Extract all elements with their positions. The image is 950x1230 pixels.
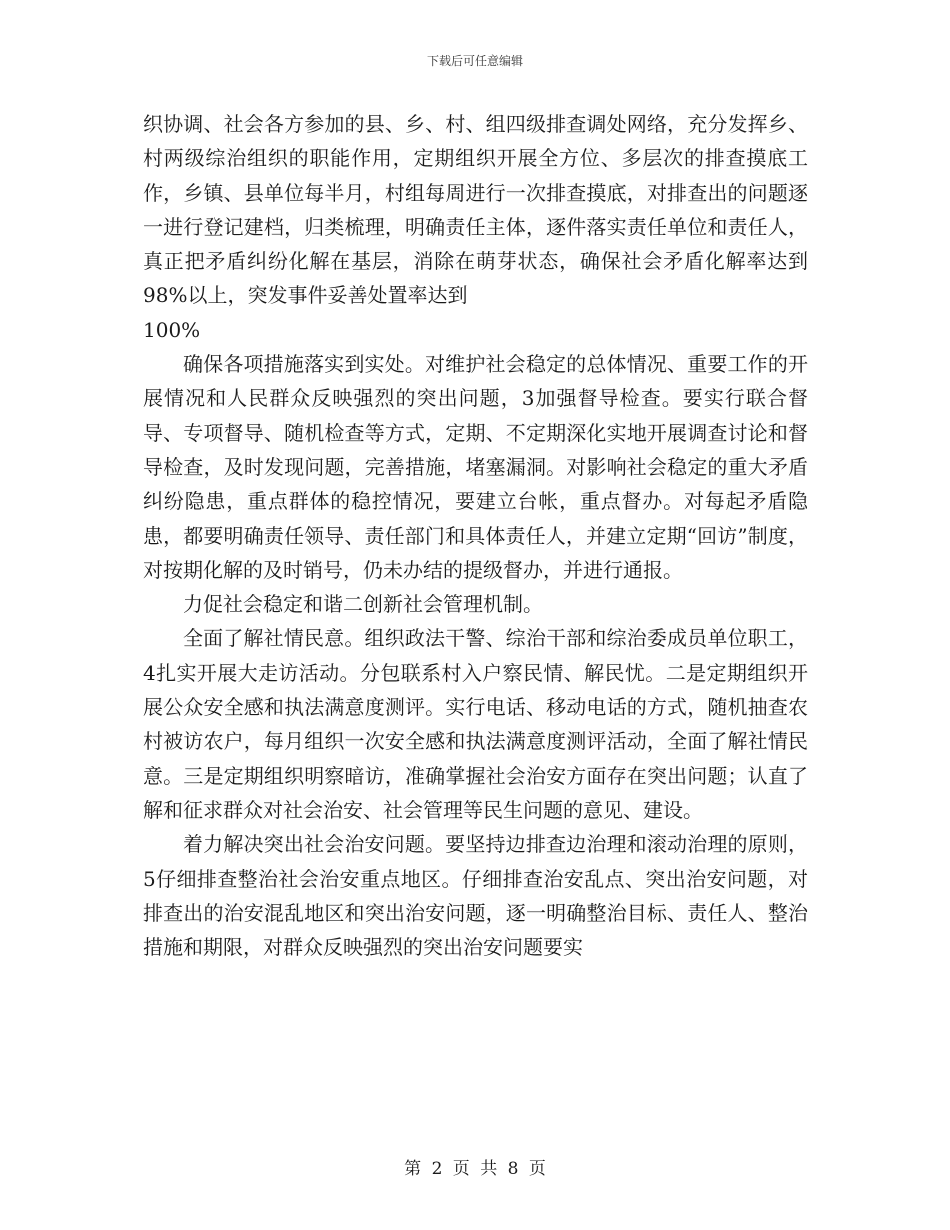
page-footer: 第 2 页 共 8 页 <box>404 1159 546 1179</box>
paragraph-1-tail: 100% <box>143 317 201 342</box>
document-body <box>143 107 808 964</box>
paragraph-4: 全面了解社情民意。组织政法干警、综治干部和综治委成员单位职工，4扎实开展大走访活动。分包联系村入户察民情、解民忧。二是定期组织开展公众安全感和执法满意度测评。实行电话、移动电话的方式，随机抽查农村被访农户，每月组织一次安全感和执法满意度测评活动，全面了解社情民意。三是定期组织明察暗访，准确掌握社会治安方面存在突出问题；认直了解和征求群众对社会治安、社会管理等民生问题的意见、建设。 <box>143 626 808 822</box>
paragraph-2: 确保各项措施落实到实处。对维护社会稳定的总体情况、重要工作的开展情况和人民群众反映强烈的突出问题，3加强督导检查。要实行联合督导、专项督导、随机检查等方式，定期、不定期深化实地开展调查讨论和督导检查，及时发现问题，完善措施，堵塞漏洞。对影响社会稳定的重大矛盾纠纷隐患，重点群体的稳控情况，要建立台帐，重点督办。对每起矛盾隐患，都要明确责任领导、责任部门和具体责任人，并建立定期“回访”制度，对按期化解的及时销号，仍未办结的提级督办，并进行通报。 <box>143 352 808 582</box>
page-header: 下载后可任意编辑 <box>426 54 523 68</box>
paragraph-5: 着力解决突出社会治安问题。要坚持边排查边治理和滚动治理的原则，5仔细排查整治社会治安重点地区。仔细排查治安乱点、突出治安问题，对排查出的治安混乱地区和突出治安问题，逐一明确整治目标、责任人、整治措施和期限，对群众反映强烈的突出治安问题要实 <box>143 832 808 960</box>
paragraph-3: 力促社会稳定和谐二创新社会管理机制。 <box>183 592 543 617</box>
paragraph-1: 织协调、社会各方参加的县、乡、村、组四级排查调处网络，充分发挥乡、村两级综治组织的职能作用，定期组织开展全方位、多层次的排查摸底工作，乡镇、县单位每半月，村组每周进行一次排查摸底，对排查出的问题逐一进行登记建档，归类梳理，明确责任主体，逐件落实责任单位和责任人，真正把矛盾纠纷化解在基层，消除在萌芽状态，确保社会矛盾化解率达到98%以上，突发事件妥善处置率达到 <box>143 112 808 308</box>
